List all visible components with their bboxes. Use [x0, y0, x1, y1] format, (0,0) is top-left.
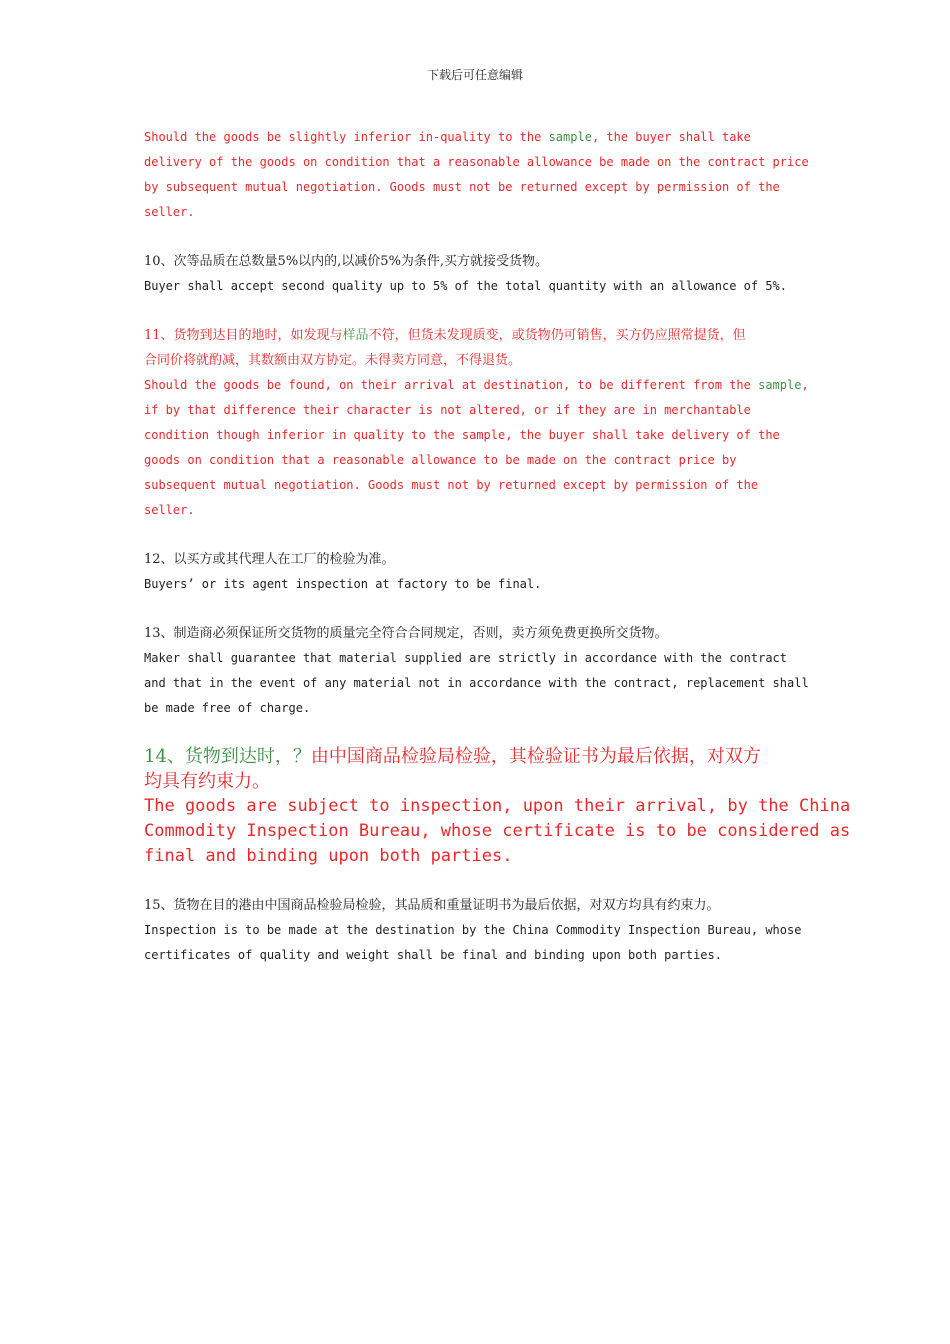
sample-highlight: sample [548, 130, 592, 144]
clause-14 [144, 744, 851, 869]
clause-12-english: Buyers’ or its agent inspection at factory to be final. [144, 577, 542, 591]
clause-9-line-4: seller. [144, 205, 195, 219]
clause-11-english-line-1 [144, 373, 808, 398]
clause-13-chinese: 13、制造商必须保证所交货物的质量完全符合合同规定，否则，卖方须免费更换所交货物。 [144, 626, 668, 641]
clause-10 [144, 249, 808, 299]
clause-12-chinese: 12、以买方或其代理人在工厂的检验为准。 [144, 552, 395, 567]
clause-14-text: 由中国商品检验局检验，其检验证书为最后依据，对双方 [310, 746, 761, 767]
clause-15-english-line-1: Inspection is to be made at the destination by the China Commodity Inspection Bureau, whose [144, 923, 802, 937]
clause-11-chinese-line-1 [144, 323, 808, 348]
sample-highlight: 样品 [342, 328, 369, 343]
clause-10-chinese: 10、次等品质在总数量5%以内的,以减价5%为条件,买方就接受货物。 [144, 254, 549, 269]
clause-11-english-line-4: goods on condition that a reasonable allowance to be made on the contract price by [144, 453, 737, 467]
clause-11-text: Should the goods be found, on their arrival at destination, to be different from the [144, 378, 759, 392]
clause-14-english-line-2: Commodity Inspection Bureau, whose certificate is to be considered as [144, 821, 851, 841]
clause-11-english-line-6: seller. [144, 503, 195, 517]
clause-9-line-3: by subsequent mutual negotiation. Goods must not be returned except by permission of the [144, 180, 780, 194]
clause-14-english-line-3: final and binding upon both parties. [144, 846, 513, 866]
clause-14-prefix: 14、货物到达时，？ [144, 746, 311, 767]
clause-13-english-line-3: be made free of charge. [144, 701, 311, 715]
clause-14-english-line-1: The goods are subject to inspection, upon their arrival, by the China [144, 796, 851, 816]
clause-9-line-2: delivery of the goods on condition that a reasonable allowance be made on the contract price [144, 155, 809, 169]
page-header: 下载后可任意编辑 [426, 68, 523, 82]
clause-14-chinese-line-2: 均具有约束力。 [144, 771, 270, 792]
clause-11-english-line-2: if by that difference their character is not altered, or if they are in merchantable [144, 403, 751, 417]
clause-11-text: 不符，但货未发现质变，或货物仍可销售，买方仍应照常提货，但 [368, 328, 746, 343]
clause-9 [144, 125, 808, 225]
clause-13-english-line-1: Maker shall guarantee that material supplied are strictly in accordance with the contract [144, 651, 787, 665]
clause-11 [144, 323, 808, 523]
clause-9-line-1 [144, 125, 808, 150]
document-body [144, 125, 851, 968]
clause-9-text: Should the goods be slightly inferior in-quality to the [144, 130, 549, 144]
clause-11-text: 11、货物到达目的地时，如发现与 [144, 328, 343, 343]
clause-15-chinese: 15、货物在目的港由中国商品检验局检验，其品质和重量证明书为最后依据，对双方均具有约束力。 [144, 898, 720, 913]
clause-9-text: , the buyer shall take [591, 130, 751, 144]
clause-11-chinese-line-2: 合同价将就酌减，其数额由双方协定。未得卖方同意，不得退货。 [144, 353, 522, 368]
clause-13 [144, 621, 808, 721]
clause-11-english-line-3: condition though inferior in quality to the sample, the buyer shall take delivery of the [144, 428, 780, 442]
clause-12 [144, 547, 808, 597]
clause-15-english-line-2: certificates of quality and weight shall be final and binding upon both parties. [144, 948, 722, 962]
clause-11-text: , [801, 378, 809, 392]
clause-10-english: Buyer shall accept second quality up to 5% of the total quantity with an allowance of 5%. [144, 279, 787, 293]
clause-14-chinese-line-1 [144, 744, 808, 769]
clause-13-english-line-2: and that in the event of any material not in accordance with the contract, replacement shall [144, 676, 809, 690]
clause-15 [144, 893, 808, 968]
clause-11-english-line-5: subsequent mutual negotiation. Goods must not by returned except by permission of the [144, 478, 759, 492]
sample-highlight: sample [758, 378, 802, 392]
